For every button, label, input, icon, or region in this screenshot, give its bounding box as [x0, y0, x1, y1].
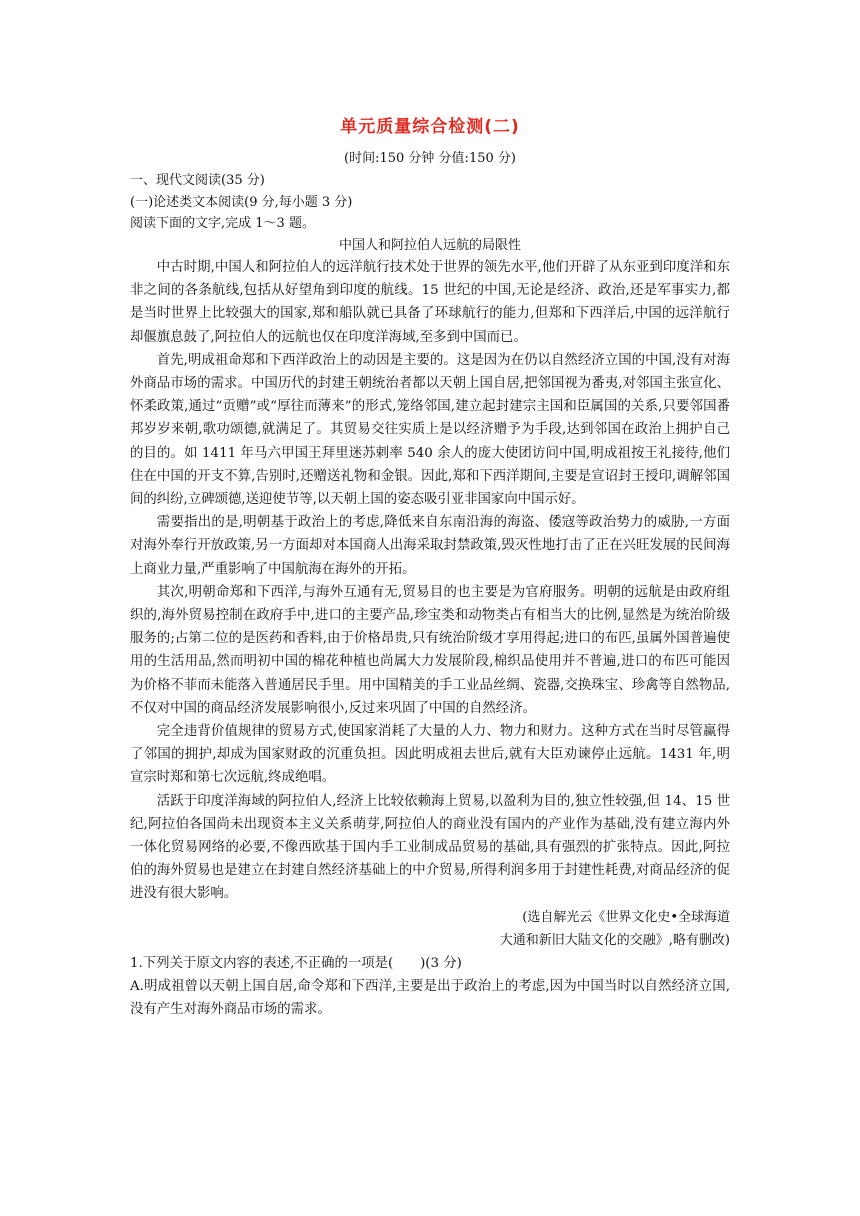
article-paragraph: 中古时期,中国人和阿拉伯人的远洋航行技术处于世界的领先水平,他们开辟了从东亚到印度洋和东非之间的各条航线,包括从好望角到印度的航线。15 世纪的中国,无论是经济、政治,还是军事实力,都是当时世界上比较强大的国家,郑和船队就已具备了环球航行的能力,但郑和下西洋后,中国的远洋航行却偃旗息鼓了,阿拉伯人的远航也仅在印度洋海域,至多到中国而已。 — [130, 260, 730, 345]
article-paragraph: 需要指出的是,明朝基于政治上的考虑,降低来自东南沿海的海盗、倭寇等政治势力的威胁,一方面对海外奉行开放政策,另一方面却对本国商人出海采取封禁政策,毁灭性地打击了正在兴旺发展的民间海上商业力量,严重影响了中国航海在海外的开拓。 — [130, 515, 730, 577]
page-title: 单元质量综合检测(二) — [340, 117, 520, 137]
question-stem: 1.下列关于原文内容的表述,不正确的一项是( )(3 分) — [130, 955, 462, 971]
reading-instruction: 阅读下面的文字,完成 1～3 题。 — [130, 216, 315, 231]
article-paragraph: 完全违背价值规律的贸易方式,使国家消耗了大量的人力、物力和财力。这种方式在当时尽管赢得了邻国的拥护,却成为国家财政的沉重负担。因此明成祖去世后,就有大臣劝谏停止远航。1431 年,明宣宗时郑和第七次远航,终成绝唱。 — [130, 724, 730, 786]
article-paragraph: 首先,明成祖命郑和下西洋政治上的动因是主要的。这是因为在仍以自然经济立国的中国,没有对海外商品市场的需求。中国历代的封建王朝统治者都以天朝上国自居,把邻国视为番夷,对邻国主张宣化、怀柔政策,通过“贡赠”或“厚往而薄来”的形式,笼络邻国,建立起封建宗主国和臣属国的关系,只要邻国番邦岁岁来朝,歌功颂德,就满足了。其贸易交往实质上是以经济赠予为手段,达到邻国在政治上拥护自己的目的。如 1411 年马六甲国王拜里迷苏剌率 540 余人的庞大使团访问中国,明成祖按王礼接待,他们住在中国的开支不算,告别时,还赠送礼物和金银。因此,郑和下西洋期间,主要是宣诏封王授印,调解邻国间的纠纷,立碑颂德,送迎使节等,以天朝上国的姿态吸引亚非国家向中国示好。 — [130, 352, 730, 508]
sub-section-heading: (一)论述类文本阅读(9 分,每小题 3 分) — [130, 194, 353, 210]
article-paragraph: 其次,明朝命郑和下西洋,与海外互通有无,贸易目的也主要是为官府服务。明朝的远航是由政府组织的,海外贸易控制在政府手中,进口的主要产品,珍宝类和动物类占有相当大的比例,显然是为统治阶级服务的;占第二位的是医药和香料,由于价格昂贵,只有统治阶级才享用得起;进口的布匹,虽属外国普遍使用的生活用品,然而明初中国的棉花种植也尚属大力发展阶段,棉织品使用并不普遍,进口的布匹可能因为价格不菲而未能落入普通居民手里。用中国精美的手工业品丝绸、瓷器,交换珠宝、珍禽等自然物品,不仅对中国的商品经济发展影响很小,反过来巩固了中国的自然经济。 — [130, 584, 730, 716]
section-heading: 一、现代文阅读(35 分) — [130, 173, 265, 188]
article-source: 大通和新旧大陆文化的交融》,略有删改) — [499, 932, 730, 948]
article-title: 中国人和阿拉伯人远航的局限性 — [338, 237, 521, 253]
article-paragraph: 活跃于印度洋海域的阿拉伯人,经济上比较依赖海上贸易,以盈利为目的,独立性较强,但 14、15 世纪,阿拉伯各国尚未出现资本主义关系萌芽,阿拉伯人的商业没有国内的产业作为基础,没有建立海内外一体化贸易网络的必要,不像西欧基于国内手工业制成品贸易的基础,具有强烈的扩张特点。因此,阿拉伯的海外贸易也是建立在封建自然经济基础上的中介贸易,所得利润多用于封建性耗费,对商品经济的促进没有很大影响。 — [130, 793, 730, 902]
document-page — [130, 112, 730, 1021]
question-option-a: A.明成祖曾以天朝上国自居,命令郑和下西洋,主要是出于政治上的考虑,因为中国当时以自然经济立国,没有产生对海外商品市场的需求。 — [130, 978, 730, 1017]
exam-meta: (时间:150 分钟 分值:150 分) — [344, 151, 516, 166]
article-source: (选自解光云《世界文化史•全球海道 — [522, 909, 730, 925]
